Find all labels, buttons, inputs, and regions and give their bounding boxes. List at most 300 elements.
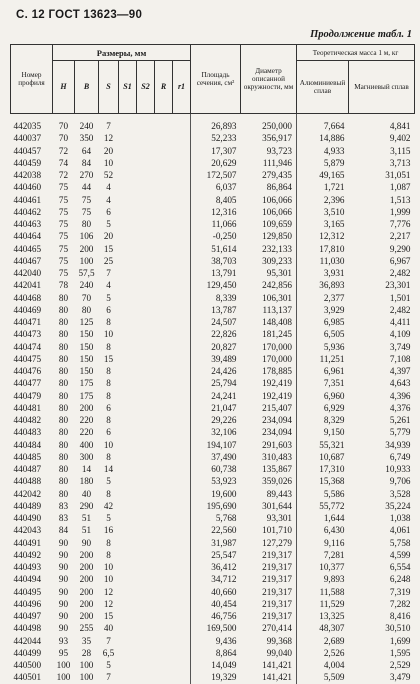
s2-value [137,635,155,647]
table-row [11,365,415,377]
mass-mg-value: 9,706 [389,476,411,487]
s-value: 8 [106,549,111,560]
mass-al-value: 11,529 [297,598,349,610]
mass-mg-value: 1,087 [389,182,411,193]
s-value: 10 [103,439,114,450]
s-value: 10 [103,157,114,168]
mass-al-value: 3,929 [297,304,349,316]
h-value: 80 [58,353,69,364]
area-value: 20,629 [191,157,241,169]
b-value: 200 [79,243,94,254]
r1-value [173,488,191,500]
area-value: 8,339 [191,292,241,304]
page-header: С. 12 ГОСТ 13623—90 [16,9,143,21]
s1-value [119,353,137,365]
mass-mg-value: 6,749 [389,451,411,462]
area-value: 19,329 [191,671,241,683]
r-value [155,341,173,353]
perimeter-value: 301,644 [262,500,292,511]
s2-value [137,316,155,328]
perimeter-value: 86,864 [266,182,292,193]
b-value: 200 [79,574,94,585]
table-row [11,194,415,206]
area-value: 13,787 [191,304,241,316]
r-value [155,671,173,683]
s-value: 8 [106,366,111,377]
mass-mg-value: 3,115 [390,145,411,156]
b-value: 150 [79,353,94,364]
col-h-header: H [53,61,75,114]
r1-value [173,169,191,181]
h-value: 80 [58,378,69,389]
b-value: 175 [79,390,94,401]
perimeter-value: 219,317 [262,586,292,597]
profile-number: 440459 [13,157,42,168]
profile-number: 440467 [13,255,42,266]
b-value: 44 [81,182,92,193]
mass-al-value: 2,396 [297,194,349,206]
r-value [155,659,173,671]
r1-value [173,157,191,169]
area-value: 25,794 [191,377,241,389]
area-value: 9,436 [191,635,241,647]
mass-al-value: 11,251 [297,353,349,365]
mass-al-value: 55,321 [297,439,349,451]
table-row [11,304,415,316]
r1-value [173,598,191,610]
r-value [155,279,173,291]
r1-value [173,463,191,475]
s2-value [137,561,155,573]
mass-mg-value: 6,967 [389,255,411,266]
mass-mg-value: 2,482 [389,304,411,315]
s1-value [119,194,137,206]
mass-mg-value: 3,749 [389,341,411,352]
s2-value [137,488,155,500]
profile-number: 440495 [13,586,42,597]
b-value: 240 [79,280,94,291]
s-value: 12 [103,598,114,609]
perimeter-value: 109,659 [262,219,292,230]
s1-value [119,292,137,304]
area-value: 34,712 [191,573,241,585]
s-value: 10 [103,562,114,573]
r-value [155,561,173,573]
col-mass-al-header: Алюминиевый сплав [297,61,349,114]
mass-al-value: 48,307 [297,622,349,634]
h-value: 80 [58,304,69,315]
s1-value [119,414,137,426]
table-row [11,537,415,549]
b-value: 200 [79,611,94,622]
s-value: 6,5 [102,647,115,658]
mass-al-value: 10,377 [297,561,349,573]
profile-number: 440483 [13,427,42,438]
mass-mg-value: 8,416 [389,611,411,622]
mass-al-value: 6,505 [297,328,349,340]
s-value: 5 [106,292,111,303]
perimeter-value: 192,419 [262,390,292,401]
h-value: 90 [58,586,69,597]
table-row [11,402,415,414]
s2-value [137,659,155,671]
r-value [155,243,173,255]
h-value: 90 [58,537,69,548]
table-row [11,206,415,218]
mass-al-value: 8,329 [297,414,349,426]
r-value [155,157,173,169]
area-value: 194,107 [191,439,241,451]
area-value: 26,893 [191,114,241,133]
col-r1-header: r1 [173,61,191,114]
table-row [11,426,415,438]
col-b-header: B [75,61,99,114]
s1-value [119,316,137,328]
h-value: 75 [58,194,69,205]
r1-value [173,267,191,279]
s1-value [119,647,137,659]
area-value: 195,690 [191,500,241,512]
mass-mg-value: 35,224 [385,500,411,511]
r1-value [173,341,191,353]
area-value: 32,106 [191,426,241,438]
h-value: 83 [58,513,69,524]
h-value: 75 [58,182,69,193]
b-value: 220 [79,415,94,426]
perimeter-value: 135,867 [262,464,292,475]
s2-value [137,132,155,144]
s2-value [137,114,155,133]
area-value: -0,250 [191,230,241,242]
profile-number: 440473 [13,329,42,340]
h-value: 90 [58,623,69,634]
table-row [11,463,415,475]
h-value: 75 [58,206,69,217]
perimeter-value: 93,301 [266,513,292,524]
mass-al-value: 4,933 [297,145,349,157]
profile-number: 442038 [13,170,42,181]
mass-al-value: 11,588 [297,586,349,598]
r-value [155,610,173,622]
mass-mg-value: 23,301 [385,280,411,291]
s1-value [119,610,137,622]
mass-al-value: 17,310 [297,463,349,475]
mass-mg-value: 1,699 [389,635,411,646]
s2-value [137,181,155,193]
mass-al-value: 11,030 [297,255,349,267]
s-value: 5 [106,660,111,671]
profile-number: 440487 [13,464,42,475]
perimeter-value: 234,094 [262,427,292,438]
h-value: 75 [58,255,69,266]
h-value: 72 [58,170,69,181]
r1-value [173,586,191,598]
area-value: 29,226 [191,414,241,426]
r1-value [173,537,191,549]
s2-value [137,439,155,451]
r-value [155,353,173,365]
h-value: 90 [58,562,69,573]
h-value: 80 [58,427,69,438]
mass-al-value: 10,687 [297,451,349,463]
profile-number: 440468 [13,292,42,303]
b-value: 70 [81,292,92,303]
profile-number: 440484 [13,439,42,450]
s1-value [119,341,137,353]
s2-value [137,598,155,610]
r-value [155,194,173,206]
profile-number: 440499 [13,647,42,658]
profile-number: 440485 [13,451,42,462]
s-value: 8 [106,488,111,499]
perimeter-value: 141,421 [262,672,292,683]
area-value: 37,490 [191,451,241,463]
h-value: 100 [56,660,71,671]
r1-value [173,365,191,377]
area-value: 40,660 [191,586,241,598]
perimeter-value: 178,885 [262,366,292,377]
col-profile-header: Номер профиля [11,45,53,114]
area-value: 17,307 [191,145,241,157]
table-row [11,500,415,512]
s1-value [119,279,137,291]
mass-al-value: 9,150 [297,426,349,438]
s-value: 6 [106,427,111,438]
area-value: 52,233 [191,132,241,144]
b-value: 100 [79,255,94,266]
s2-value [137,328,155,340]
s-value: 20 [103,145,114,156]
s2-value [137,463,155,475]
s2-value [137,451,155,463]
profile-number: 442041 [13,280,42,291]
profile-number: 440501 [13,672,42,683]
perimeter-value: 234,094 [262,415,292,426]
perimeter-value: 127,279 [262,537,292,548]
table-row [11,647,415,659]
s2-value [137,610,155,622]
mass-mg-value: 1,038 [389,513,411,524]
b-value: 57,5 [78,268,95,279]
table-row [11,132,415,144]
s1-value [119,157,137,169]
mass-mg-value: 3,479 [389,672,411,683]
r-value [155,537,173,549]
perimeter-value: 106,301 [262,292,292,303]
mass-al-value: 15,368 [297,475,349,487]
perimeter-value: 192,419 [262,378,292,389]
r-value [155,622,173,634]
table-row [11,353,415,365]
profile-number: 440471 [13,317,42,328]
h-value: 80 [58,366,69,377]
s1-value [119,524,137,536]
s1-value [119,586,137,598]
table-row [11,549,415,561]
r1-value [173,218,191,230]
perimeter-value: 170,000 [262,341,292,352]
area-value: 39,489 [191,353,241,365]
r1-value [173,279,191,291]
s-value: 15 [103,353,114,364]
b-value: 106 [79,231,94,242]
h-value: 100 [56,672,71,683]
b-value: 100 [79,672,94,683]
profile-number: 442035 [13,121,42,132]
r1-value [173,304,191,316]
table-row [11,316,415,328]
perimeter-value: 232,133 [262,243,292,254]
r1-value [173,475,191,487]
s-value: 16 [103,525,114,536]
area-value: 36,412 [191,561,241,573]
perimeter-value: 219,317 [262,562,292,573]
table-row [11,145,415,157]
r1-value [173,328,191,340]
s1-value [119,463,137,475]
area-value: 22,560 [191,524,241,536]
mass-mg-value: 10,933 [385,464,411,475]
s-value: 10 [103,574,114,585]
table-row [11,390,415,402]
profile-number: 440460 [13,182,42,193]
area-value: 51,614 [191,243,241,255]
s1-value [119,243,137,255]
r1-value [173,426,191,438]
area-value: 60,738 [191,463,241,475]
s-value: 8 [106,451,111,462]
h-value: 90 [58,611,69,622]
b-value: 200 [79,562,94,573]
mass-mg-value: 4,397 [389,366,411,377]
perimeter-value: 181,245 [262,329,292,340]
r-value [155,267,173,279]
perimeter-value: 356,917 [262,133,292,144]
area-value: 5,768 [191,512,241,524]
r1-value [173,206,191,218]
b-value: 150 [79,366,94,377]
profile-number: 440464 [13,231,42,242]
perimeter-value: 242,856 [262,280,292,291]
s1-value [119,671,137,683]
s-value: 7 [106,268,111,279]
b-value: 350 [79,133,94,144]
s2-value [137,341,155,353]
s1-value [119,488,137,500]
r-value [155,377,173,389]
h-value: 80 [58,341,69,352]
r-value [155,181,173,193]
area-value: 8,864 [191,647,241,659]
s2-value [137,512,155,524]
b-value: 125 [79,317,94,328]
col-sizes-group-header: Размеры, мм [53,45,191,61]
profile-number: 440492 [13,549,42,560]
s2-value [137,671,155,683]
mass-al-value: 13,325 [297,610,349,622]
table-row [11,439,415,451]
profile-number: 440475 [13,353,42,364]
r-value [155,255,173,267]
profile-number: 440477 [13,378,42,389]
area-value: 12,316 [191,206,241,218]
r1-value [173,243,191,255]
table-row [11,451,415,463]
mass-mg-value: 6,248 [389,574,411,585]
perimeter-value: 219,317 [262,598,292,609]
r1-value [173,292,191,304]
r1-value [173,671,191,683]
r-value [155,169,173,181]
perimeter-value: 270,414 [262,623,292,634]
s2-value [137,426,155,438]
r1-value [173,316,191,328]
mass-mg-value: 2,482 [389,268,411,279]
mass-al-value: 7,664 [297,114,349,133]
table-row [11,341,415,353]
table-row [11,524,415,536]
s-value: 8 [106,341,111,352]
s2-value [137,365,155,377]
r-value [155,488,173,500]
h-value: 90 [58,598,69,609]
mass-al-value: 6,985 [297,316,349,328]
h-value: 75 [58,231,69,242]
mass-al-value: 3,931 [297,267,349,279]
mass-al-value: 5,509 [297,671,349,683]
h-value: 93 [58,635,69,646]
r1-value [173,114,191,133]
s1-value [119,206,137,218]
s1-value [119,230,137,242]
mass-al-value: 6,961 [297,365,349,377]
r-value [155,230,173,242]
area-value: 129,450 [191,279,241,291]
profile-number: 440481 [13,402,42,413]
profile-number: 440037 [13,133,42,144]
mass-mg-value: 3,713 [389,157,411,168]
mass-al-value: 6,960 [297,390,349,402]
area-value: 22,826 [191,328,241,340]
mass-mg-value: 4,061 [389,525,411,536]
r1-value [173,194,191,206]
r-value [155,475,173,487]
b-value: 150 [79,341,94,352]
mass-mg-value: 2,217 [389,231,411,242]
s-value: 7 [106,635,111,646]
table-row [11,573,415,585]
table-row [11,243,415,255]
s-value: 5 [106,219,111,230]
r1-value [173,622,191,634]
mass-mg-value: 4,643 [389,378,411,389]
perimeter-value: 219,317 [262,574,292,585]
s-value: 4 [106,182,111,193]
s-value: 7 [106,121,111,132]
s1-value [119,622,137,634]
h-value: 80 [58,488,69,499]
h-value: 78 [58,280,69,291]
perimeter-value: 99,368 [266,635,292,646]
profile-number: 440461 [13,194,42,205]
s1-value [119,573,137,585]
h-value: 90 [58,549,69,560]
mass-al-value: 55,772 [297,500,349,512]
mass-mg-value: 3,528 [389,488,411,499]
s1-value [119,390,137,402]
s2-value [137,169,155,181]
b-value: 84 [81,157,92,168]
